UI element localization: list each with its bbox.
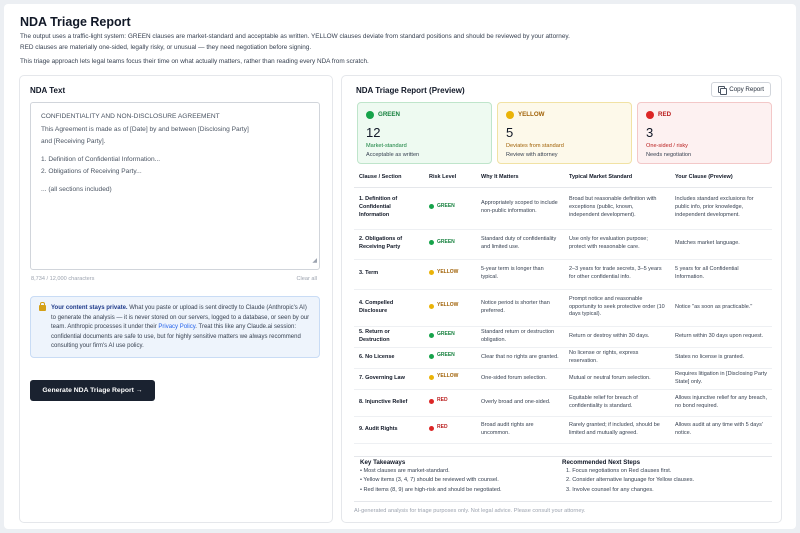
standard-cell: Mutual or neutral forum selection.: [564, 368, 670, 389]
your-clause-cell: Includes standard exclusions for public info, prior knowledge, independent development.: [670, 187, 772, 229]
intro-line-1: The output uses a traffic-light system: GREEN clauses are market-standard and acceptable as written. YELLOW clauses deviate from standard positions and should be reviewed by your attorney.: [20, 33, 570, 40]
risk-label: YELLOW: [437, 302, 459, 309]
key-takeaways-title: Key Takeaways: [360, 459, 406, 466]
summary-label: GREEN: [378, 111, 401, 118]
privacy-policy-link[interactable]: Privacy Policy: [158, 324, 196, 331]
risk-dot-icon: [429, 426, 434, 431]
table-row: [354, 229, 772, 259]
your-clause-cell: 5 years for all Confidential Information.: [670, 259, 772, 289]
report-preview-title: NDA Triage Report (Preview): [356, 86, 465, 95]
clause-cell: 6. No License: [354, 347, 424, 368]
risk-cell: [424, 389, 476, 416]
next-steps: [562, 459, 694, 495]
column-header: Risk Level: [424, 170, 476, 187]
risk-label: GREEN: [437, 202, 455, 209]
clause-cell: 9. Audit Rights: [354, 416, 424, 443]
standard-cell: Return or destroy within 30 days.: [564, 326, 670, 347]
risk-badge: [429, 397, 448, 405]
risk-badge: [429, 269, 458, 277]
disclaimer: AI-generated analysis for triage purposes only. Not legal advice. Please consult your attorney.: [354, 508, 586, 514]
your-clause-cell: Allows audit at any time with 5 days' notice.: [670, 416, 772, 443]
risk-badge: [429, 424, 448, 432]
risk-dot-icon: [429, 270, 434, 275]
copy-report-button[interactable]: [711, 82, 771, 97]
nda-text-area[interactable]: [30, 102, 320, 270]
column-header: Your Clause (Preview): [670, 170, 772, 187]
risk-cell: [424, 416, 476, 443]
nda-line: CONFIDENTIALITY AND NON-DISCLOSURE AGREEMENT: [41, 113, 220, 120]
nda-text-title: NDA Text: [30, 86, 66, 95]
your-clause-cell: Requires litigation in [Disclosing Party State] only.: [670, 368, 772, 389]
privacy-notice-text: What you paste or upload is sent directly to Claude (Anthropic's AI) to generate the analysis — it is never stored on our servers, logged to a database, or seen by our team. Anthropic processes it under their: [51, 305, 310, 331]
table-row: [354, 416, 772, 443]
risk-badge: [429, 302, 458, 310]
summary-card-yellow: [497, 102, 632, 164]
risk-cell: [424, 289, 476, 326]
clear-all-button[interactable]: Clear all: [296, 276, 317, 282]
table-row: [354, 289, 772, 326]
privacy-notice: [30, 296, 320, 358]
intro-line-2: RED clauses are materially one-sided, legally risky, or unusual — they need negotiation before signing.: [20, 43, 312, 51]
your-clause-cell: States no license is granted.: [670, 347, 772, 368]
summary-subtitle: Deviates from standard: [506, 143, 564, 149]
risk-badge: [429, 239, 455, 247]
status-dot-icon: [506, 111, 514, 119]
column-header: Typical Market Standard: [564, 170, 670, 187]
privacy-notice-heading: Your content stays private.: [51, 305, 128, 311]
status-dot-icon: [646, 111, 654, 119]
summary-label: YELLOW: [518, 111, 545, 118]
why-cell: Notice period is shorter than preferred.: [476, 289, 564, 326]
your-clause-cell: Return within 30 days upon request.: [670, 326, 772, 347]
takeaway-item: • Red items (8, 9) are high-risk and should be negotiated.: [360, 486, 502, 493]
nda-line: This Agreement is made as of [Date] by and between [Disclosing Party]: [41, 125, 249, 133]
risk-badge: [429, 203, 455, 211]
clause-cell: 2. Obligations of Receiving Party: [354, 229, 424, 259]
next-steps-title: Recommended Next Steps: [562, 459, 641, 466]
next-step-item: 3. Involve counsel for any changes.: [566, 486, 654, 493]
risk-label: GREEN: [437, 352, 455, 359]
clause-cell: 1. Definition of Confidential Information: [354, 187, 424, 229]
standard-cell: Broad but reasonable definition with exceptions (public, known, independent development).: [564, 187, 670, 229]
copy-icon: [718, 86, 725, 93]
your-clause-cell: Notice "as soon as practicable.": [670, 289, 772, 326]
nda-text-panel: [19, 75, 333, 523]
takeaway-item: • Most clauses are market-standard.: [360, 468, 450, 474]
nda-line: and [Receiving Party].: [41, 138, 106, 145]
takeaway-item: • Yellow items (3, 4, 7) should be reviewed with counsel.: [360, 477, 499, 484]
why-cell: One-sided forum selection.: [476, 368, 564, 389]
report-preview-panel: [341, 75, 782, 523]
summary-count: 3: [646, 125, 654, 140]
table-row: [354, 187, 772, 229]
summary-subtitle: One-sided / risky: [646, 143, 688, 149]
risk-badge: [429, 352, 455, 360]
risk-dot-icon: [429, 354, 434, 359]
nda-line: ... (all sections included): [41, 185, 112, 193]
page: [4, 4, 796, 529]
risk-dot-icon: [429, 399, 434, 404]
risk-label: GREEN: [437, 331, 455, 338]
summary-description: Needs negotiation: [646, 152, 692, 158]
risk-cell: [424, 368, 476, 389]
standard-cell: Equitable relief for breach of confidentiality is standard.: [564, 389, 670, 416]
nda-line: 2. Obligations of Receiving Party...: [41, 168, 142, 175]
column-header: Why It Matters: [476, 170, 564, 187]
table-row: [354, 389, 772, 416]
risk-cell: [424, 259, 476, 289]
bottom-summary: [354, 456, 772, 502]
table-row: [354, 347, 772, 368]
risk-label: RED: [437, 424, 448, 431]
standard-cell: 2–3 years for trade secrets, 3–5 years for other confidential info.: [564, 259, 670, 289]
risk-dot-icon: [429, 333, 434, 338]
copy-report-label: Copy Report: [729, 86, 764, 93]
risk-cell: [424, 347, 476, 368]
generate-report-button[interactable]: Generate NDA Triage Report →: [30, 380, 155, 401]
intro-text: [20, 32, 740, 53]
why-cell: Standard return or destruction obligation.: [476, 326, 564, 347]
table-row: [354, 259, 772, 289]
standard-cell: Rarely granted; if included, should be limited and mutually agreed.: [564, 416, 670, 443]
risk-dot-icon: [429, 375, 434, 380]
standard-cell: Use only for evaluation purpose; protect with reasonable care.: [564, 229, 670, 259]
next-step-item: 2. Consider alternative language for Yellow clauses.: [566, 477, 695, 484]
risk-label: YELLOW: [437, 373, 459, 380]
summary-count: 12: [366, 125, 381, 140]
table-header-row: [354, 170, 772, 187]
column-header: Clause / Section: [354, 170, 424, 187]
intro-line-3: This triage approach lets legal teams focus their time on what actually matters, rather than reading every NDA from scratch.: [20, 58, 369, 65]
summary-card-green: [357, 102, 492, 164]
why-cell: Standard duty of confidentiality and limited use.: [476, 229, 564, 259]
summary-description: Acceptable as written: [366, 152, 420, 158]
next-step-item: 1. Focus negotiations on Red clauses first.: [566, 468, 672, 474]
summary-description: Review with attorney: [506, 152, 558, 158]
clause-cell: 7. Governing Law: [354, 368, 424, 389]
clause-cell: 4. Compelled Disclosure: [354, 289, 424, 326]
table-row: [354, 368, 772, 389]
page-title: NDA Triage Report: [20, 15, 131, 29]
risk-cell: [424, 187, 476, 229]
resize-grip-icon[interactable]: ◢: [312, 257, 317, 264]
your-clause-cell: Allows injunctive relief for any breach, no bond required.: [670, 389, 772, 416]
risk-badge: [429, 373, 458, 381]
why-cell: Overly broad and one-sided.: [476, 389, 564, 416]
why-cell: Broad audit rights are uncommon.: [476, 416, 564, 443]
your-clause-cell: Matches market language.: [670, 229, 772, 259]
risk-dot-icon: [429, 204, 434, 209]
clause-table: [354, 170, 772, 444]
risk-cell: [424, 229, 476, 259]
character-count: 8,734 / 12,000 characters: [31, 276, 95, 282]
risk-dot-icon: [429, 304, 434, 309]
clause-cell: 3. Term: [354, 259, 424, 289]
clause-cell: 8. Injunctive Relief: [354, 389, 424, 416]
risk-label: RED: [437, 397, 448, 404]
summary-card-red: [637, 102, 772, 164]
summary-count: 5: [506, 125, 514, 140]
risk-cell: [424, 326, 476, 347]
why-cell: Clear that no rights are granted.: [476, 347, 564, 368]
risk-dot-icon: [429, 240, 434, 245]
risk-label: YELLOW: [437, 268, 459, 275]
table-row: [354, 326, 772, 347]
standard-cell: No license or rights, express reservation.: [564, 347, 670, 368]
status-dot-icon: [366, 111, 374, 119]
summary-subtitle: Market-standard: [366, 143, 407, 149]
why-cell: Appropriately scoped to include non-public information.: [476, 187, 564, 229]
lock-icon: [39, 305, 46, 311]
standard-cell: Prompt notice and reasonable opportunity to seek protective order (10 days typical).: [564, 289, 670, 326]
privacy-notice-text-2: . Treat this like any Claude.ai session: confidential documents are safe to use, but for highly sensitive matters we always recommend consulting your firm's AI use policy.: [51, 324, 301, 350]
summary-label: RED: [658, 111, 672, 118]
clause-cell: 5. Return or Destruction: [354, 326, 424, 347]
risk-badge: [429, 331, 455, 339]
why-cell: 5-year term is longer than typical.: [476, 259, 564, 289]
risk-label: GREEN: [437, 238, 455, 245]
key-takeaways: [360, 459, 502, 495]
nda-line: 1. Definition of Confidential Information...: [41, 155, 161, 163]
